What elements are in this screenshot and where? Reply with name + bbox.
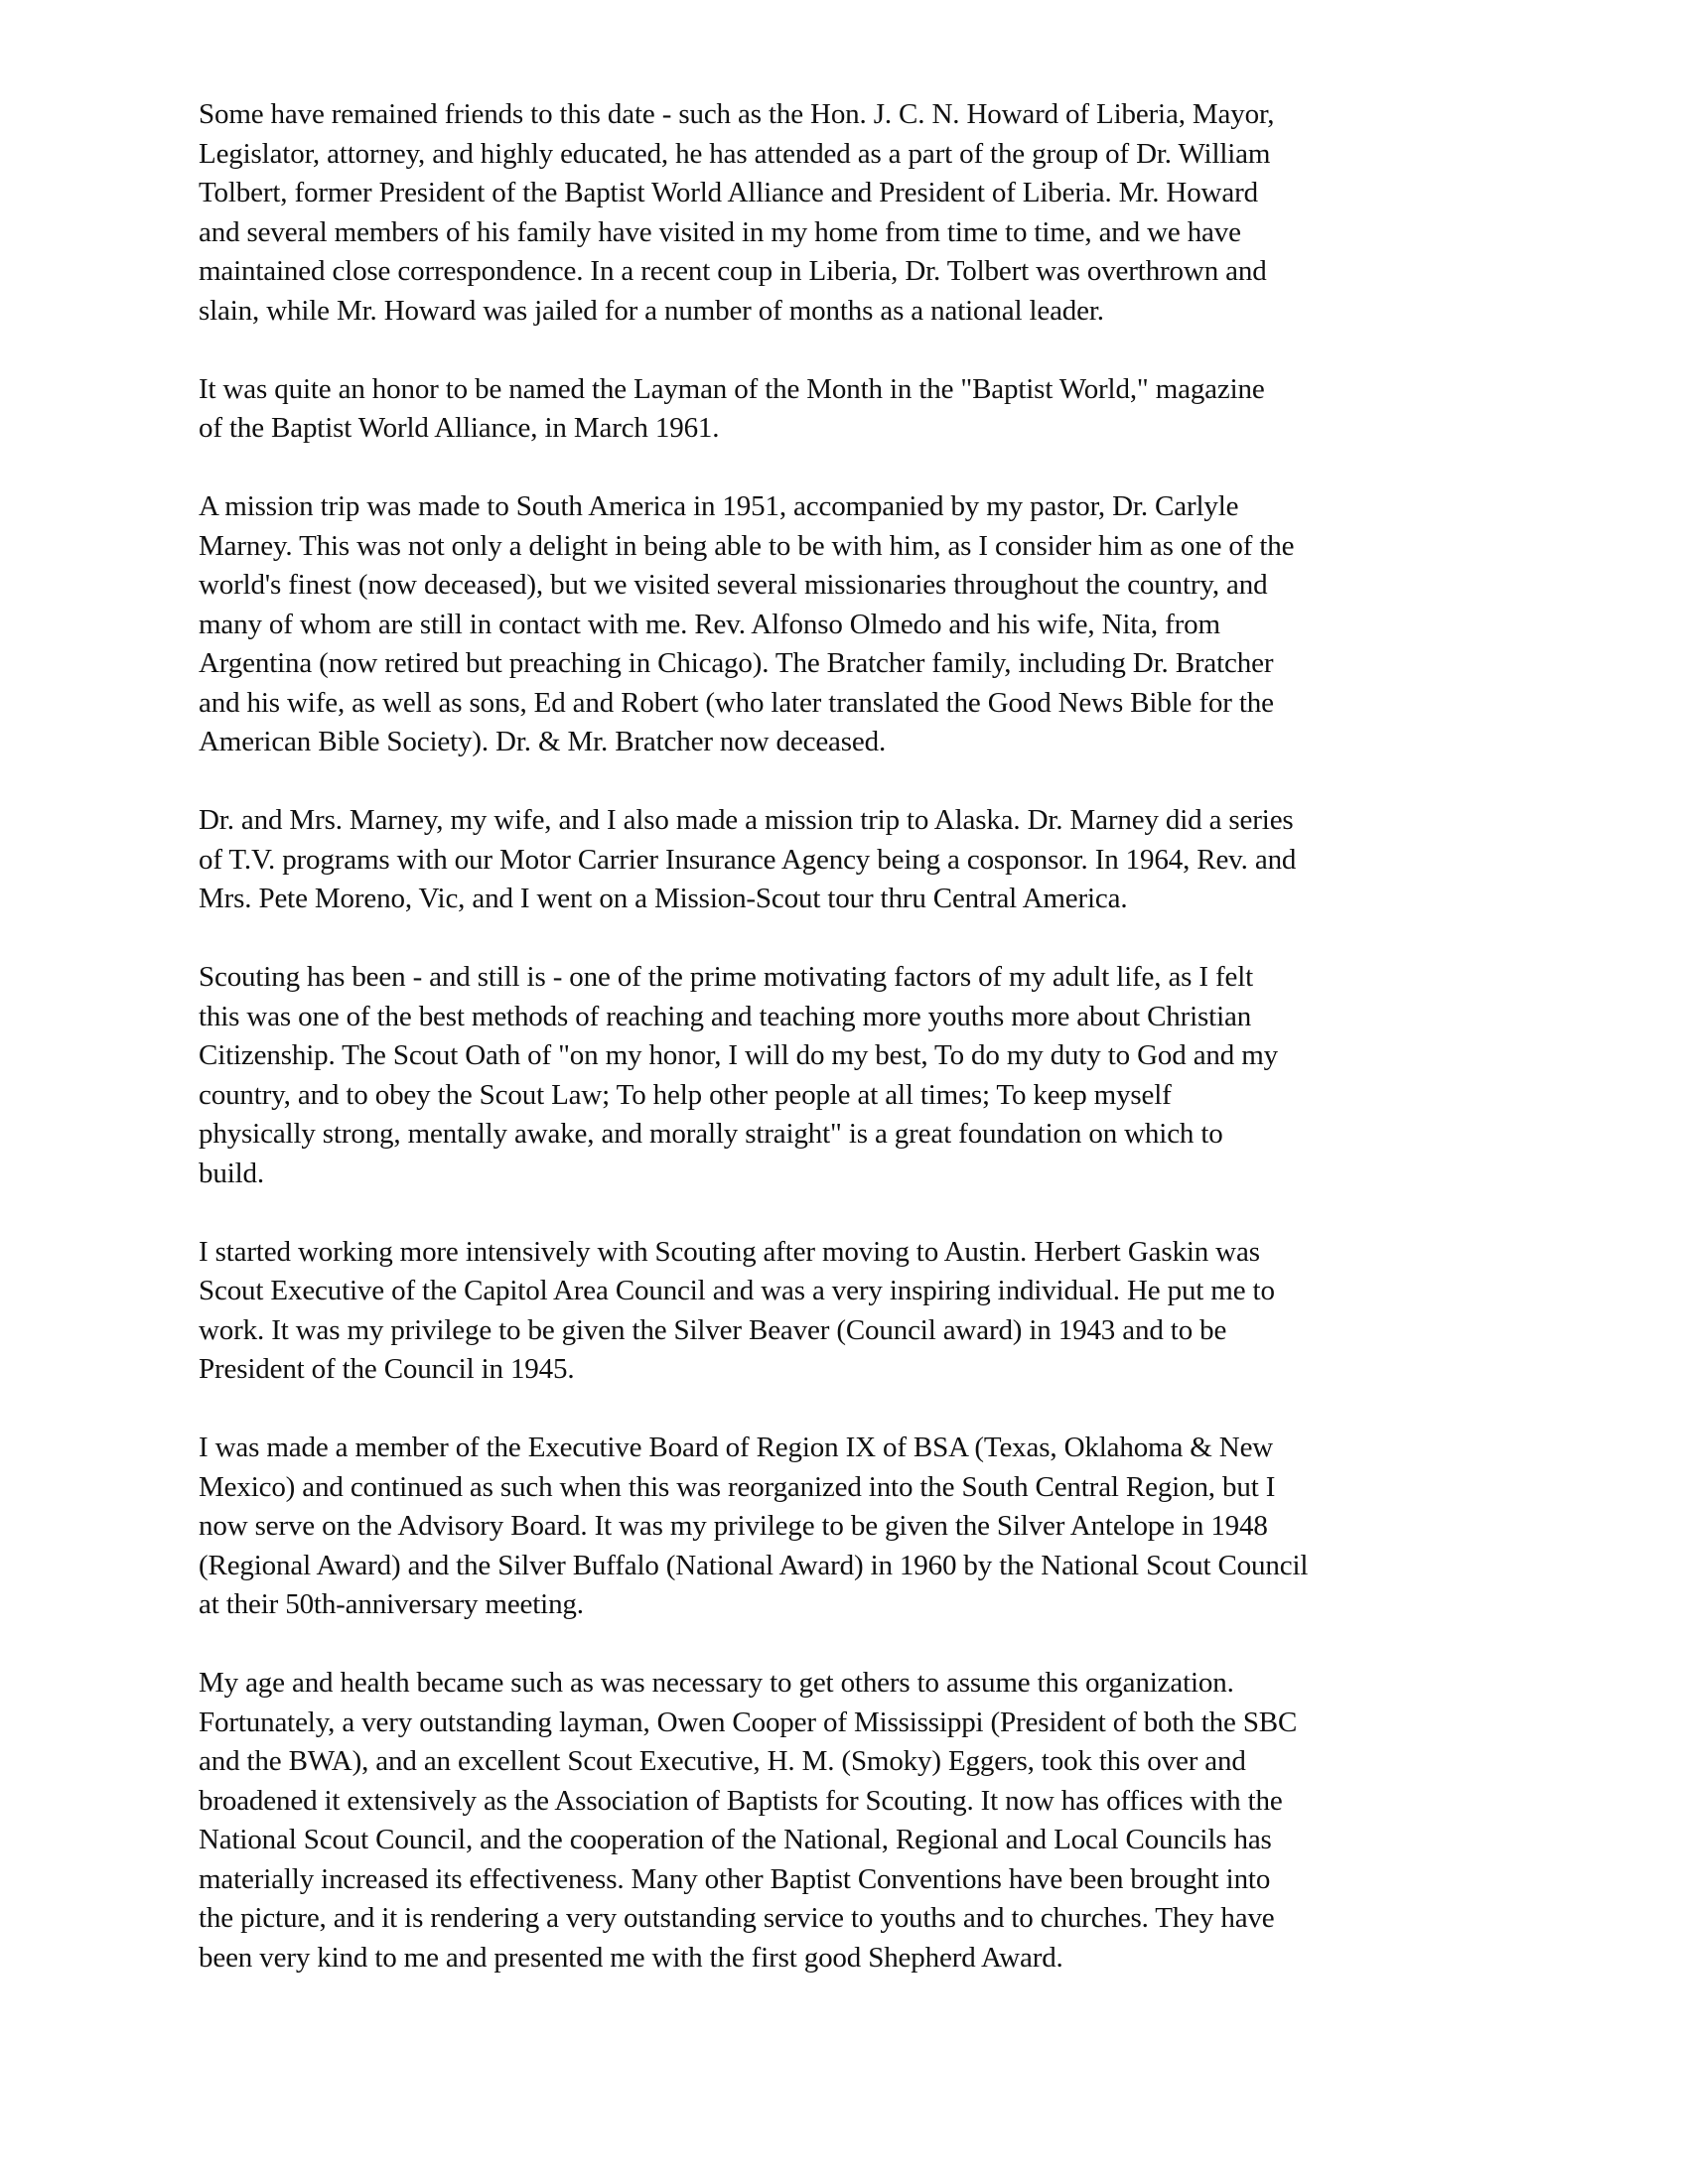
text-line: Argentina (now retired but preaching in Chicago). The Bratcher family, including Dr. Bratcher [199,647,1274,679]
text-line: work. It was my privilege to be given the Silver Beaver (Council award) in 1943 and to be [199,1313,1227,1346]
document-page [199,95,1489,2017]
text-line: of the Baptist World Alliance, in March 1961. [199,412,720,444]
text-line: I was made a member of the Executive Board of Region IX of BSA (Texas, Oklahoma & New [199,1432,1274,1463]
text-line: broadened it extensively as the Association of Baptists for Scouting. It now has offices with the [199,1784,1283,1817]
paragraph-howard-liberia [199,95,1489,331]
text-line: Scouting has been - and still is - one of the prime motivating factors of my adult life, as I felt [199,961,1254,993]
paragraph-region-ix-board [199,1429,1489,1625]
paragraph-austin-scouting [199,1233,1489,1390]
text-line: A mission trip was made to South America in 1951, accompanied by my pastor, Dr. Carlyle [199,490,1239,522]
text-line: Marney. This was not only a delight in being able to be with him, as I consider him as one of the [199,529,1295,562]
text-line: Citizenship. The Scout Oath of "on my honor, I will do my best, To do my duty to God and my [199,1039,1278,1071]
text-line: Tolbert, former President of the Baptist World Alliance and President of Liberia. Mr. Howard [199,177,1258,208]
text-line: slain, while Mr. Howard was jailed for a number of months as a national leader. [199,294,1104,327]
text-line: build. [199,1157,264,1189]
text-line: of T.V. programs with our Motor Carrier Insurance Agency being a cosponsor. In 1964, Rev. and [199,843,1297,876]
text-line: President of the Council in 1945. [199,1353,575,1385]
text-line: and several members of his family have visited in my home from time to time, and we have [199,215,1241,248]
text-line: It was quite an honor to be named the Layman of the Month in the "Baptist World," magazine [199,372,1265,405]
text-line: the picture, and it is rendering a very outstanding service to youths and to churches. They have [199,1902,1275,1934]
text-line: Dr. and Mrs. Marney, my wife, and I also made a mission trip to Alaska. Dr. Marney did a series [199,804,1294,836]
text-line: National Scout Council, and the cooperation of the National, Regional and Local Councils has [199,1824,1272,1855]
text-line: now serve on the Advisory Board. It was my privilege to be given the Silver Antelope in 1948 [199,1510,1268,1542]
text-line: Legislator, attorney, and highly educated, he has attended as a part of the group of Dr. William [199,137,1271,170]
text-line: materially increased its effectiveness. Many other Baptist Conventions have been brought into [199,1862,1271,1895]
text-line: been very kind to me and presented me with the first good Shepherd Award. [199,1941,1063,1974]
text-line: Mexico) and continued as such when this was reorganized into the South Central Region, but I [199,1470,1276,1503]
text-line: this was one of the best methods of reaching and teaching more youths more about Christian [199,1000,1252,1032]
paragraph-south-america-mission [199,487,1489,762]
text-line: at their 50th-anniversary meeting. [199,1588,584,1620]
paragraph-layman-of-month [199,370,1489,449]
paragraph-baptists-for-scouting [199,1664,1489,1978]
text-line: My age and health became such as was necessary to get others to assume this organization. [199,1667,1234,1699]
text-line: country, and to obey the Scout Law; To help other people at all times; To keep myself [199,1078,1172,1111]
text-line: American Bible Society). Dr. & Mr. Bratcher now deceased. [199,726,887,757]
text-line: and his wife, as well as sons, Ed and Robert (who later translated the Good News Bible for the [199,686,1274,719]
paragraph-scouting-oath [199,958,1489,1193]
text-line: many of whom are still in contact with me. Rev. Alfonso Olmedo and his wife, Nita, from [199,608,1220,640]
text-line: physically strong, mentally awake, and morally straight" is a great foundation on which to [199,1118,1223,1150]
text-line: I started working more intensively with Scouting after moving to Austin. Herbert Gaskin was [199,1235,1260,1268]
text-line: and the BWA), and an excellent Scout Executive, H. M. (Smoky) Eggers, took this over and [199,1745,1246,1777]
text-line: (Regional Award) and the Silver Buffalo (National Award) in 1960 by the National Scout Council [199,1549,1309,1581]
text-line: Scout Executive of the Capitol Area Council and was a very inspiring individual. He put me to [199,1275,1275,1306]
text-line: Mrs. Pete Moreno, Vic, and I went on a Mission-Scout tour thru Central America. [199,883,1128,914]
text-line: maintained close correspondence. In a recent coup in Liberia, Dr. Tolbert was overthrown and [199,255,1267,287]
text-line: Some have remained friends to this date - such as the Hon. J. C. N. Howard of Liberia, Mayor, [199,98,1275,130]
text-line: world's finest (now deceased), but we visited several missionaries throughout the country, and [199,569,1268,601]
text-line: Fortunately, a very outstanding layman, Owen Cooper of Mississippi (President of both the SBC [199,1706,1298,1738]
paragraph-alaska-trip [199,801,1489,919]
